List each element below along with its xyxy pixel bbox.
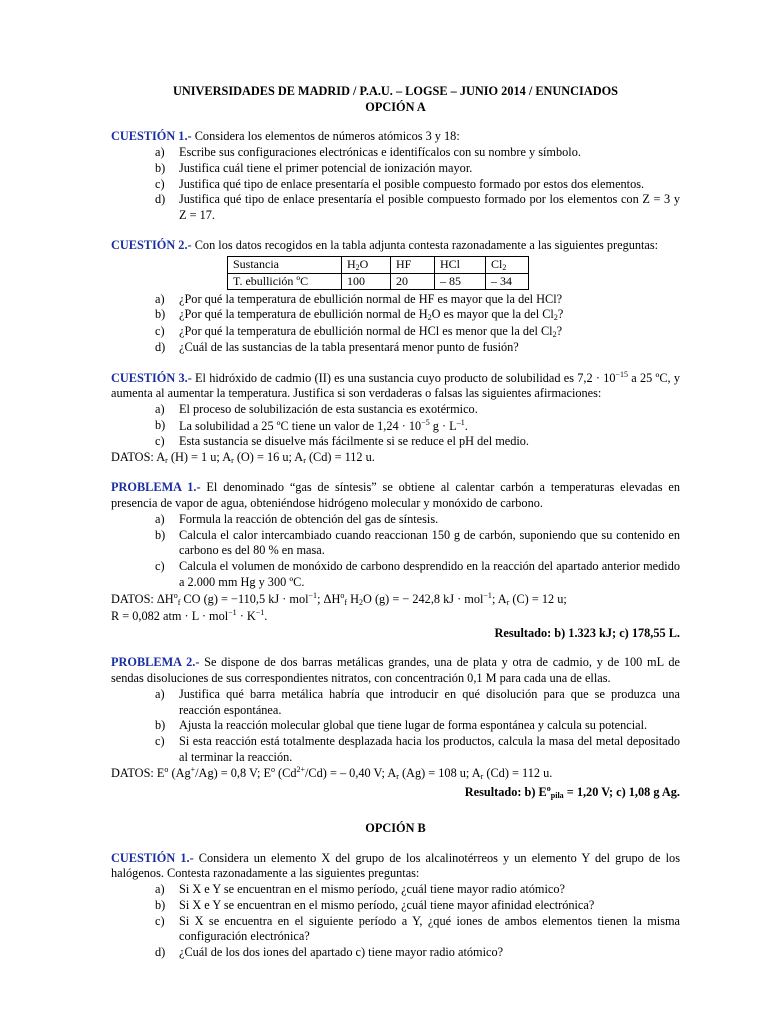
question-a-c2	[111, 238, 680, 356]
table-row	[228, 273, 529, 289]
data-line: DATOS: $E^o$ (Ag+/Ag) = 0,8 V; $E^o$ $(Cd^{2+}/Cd)$ = – 0,40 V; $A_r$ (Ag) = 108 u; $A_r$ (Cd) = 112 u.	[111, 765, 553, 782]
table-cell: – 85	[435, 273, 486, 289]
question-heading: CUESTIÓN 1.-	[111, 129, 192, 144]
item-label: b)	[155, 417, 166, 432]
list-item	[111, 292, 680, 308]
item-label: c)	[155, 559, 165, 574]
question-a-c3	[111, 370, 680, 467]
problem-a-p2	[111, 655, 680, 801]
list-item	[111, 418, 680, 435]
list-item	[111, 177, 680, 193]
item-label: a)	[155, 145, 165, 160]
problem-items	[111, 687, 680, 766]
item-label: a)	[155, 882, 165, 897]
item-text: ¿Cuál de las sustancias de la tabla presentará menor punto de fusión?	[179, 339, 519, 354]
question-heading: CUESTIÓN 1.-	[111, 850, 194, 865]
item-text: Justifica qué tipo de enlace presentaría el posible compuesto formado por estos dos elementos.	[179, 176, 645, 191]
list-item	[111, 945, 680, 961]
table-cell: HCl	[435, 256, 486, 273]
result-line: Resultado: b) $E^o_{pila} = 1,20$ V; c) 1,08 g Ag.	[464, 783, 680, 800]
problem-a-p1	[111, 480, 680, 641]
problem-items	[111, 512, 680, 591]
item-text: Escribe sus configuraciones electrónicas e identifícalos con su nombre y símbolo.	[179, 145, 581, 160]
item-label: b)	[155, 897, 166, 912]
exam-title: UNIVERSIDADES DE MADRID / P.A.U. – LOGSE – JUNIO 2014 / ENUNCIADOS	[172, 84, 619, 98]
item-label: d)	[155, 339, 166, 354]
list-item	[111, 914, 680, 945]
item-label: c)	[155, 913, 165, 928]
item-text: Calcula el volumen de monóxido de carbono desprendido en la reacción del apartado anterior medido a 2.000 mm Hg y 300 ºC.	[179, 559, 680, 589]
item-text: Justifica qué barra metálica habría que introducir en qué disolución para que se produzca una reacción espontánea.	[179, 686, 680, 717]
question-a-c1	[111, 129, 680, 223]
question-intro: El hidróxido de cadmio (II) es una sustancia cuyo producto de solubilidad es $7,2 \cdot 10^{-15}$ a 25 ºC, y aumenta al aumentar la temperatura. Justifica si son verdaderas o falsas las siguientes afirmaciones:	[111, 369, 680, 401]
item-label: a)	[155, 402, 165, 417]
question-intro: Considera un elemento X del grupo de los alcalinotérreos y un elemento Y del grupo de los halógenos. Contesta razonadamente a las siguientes preguntas:	[111, 850, 680, 881]
list-item	[111, 528, 680, 559]
problem-heading: PROBLEMA 1.-	[111, 480, 201, 495]
list-item	[111, 734, 680, 765]
question-b-c1	[111, 851, 680, 961]
option-b-heading: OPCIÓN B	[365, 820, 426, 835]
table-cell: $Cl_2$	[486, 256, 529, 273]
list-item	[111, 145, 680, 161]
item-text: ¿Por qué la temperatura de ebullición normal de $H_2O$ es mayor que la del $Cl_2$?	[179, 307, 564, 323]
list-item	[111, 434, 680, 450]
item-text: Si X e Y se encuentran en el mismo período, ¿cuál tiene mayor radio atómico?	[179, 882, 565, 897]
problem-intro: El denominado “gas de síntesis” se obtiene al calentar carbón a temperaturas elevadas en presencia de vapor de agua, obteniéndose hidrógeno molecular y monóxido de carbono.	[111, 480, 680, 511]
item-label: b)	[155, 160, 166, 175]
item-text: Si X e Y se encuentran en el mismo período, ¿cuál tiene mayor afinidad electrónica?	[179, 897, 595, 912]
list-item	[111, 307, 680, 323]
data-line: DATOS: $A_r$ (H) = 1 u; $A_r$ (O) = 16 u; $A_r$ (Cd) = 112 u.	[111, 450, 375, 466]
result-line: Resultado: b) 1.323 kJ; c) 178,55 L.	[494, 625, 680, 640]
question-items	[111, 882, 680, 961]
item-text: Justifica qué tipo de enlace presentaría el posible compuesto formado por los elementos con Z = 3 y Z = 17.	[179, 192, 680, 223]
item-text: ¿Por qué la temperatura de ebullición normal de HCl es menor que la del $Cl_2$?	[179, 323, 563, 339]
problem-intro: Se dispone de dos barras metálicas grandes, una de plata y otra de cadmio, y de 100 mL de sendas disoluciones de sus correspondientes nitratos, con concentración 0,1 M para cada una de ellas.	[111, 655, 681, 686]
item-label: c)	[155, 323, 165, 338]
item-text: La solubilidad a 25 ºC tiene un valor de $1,24 \cdot 10^{-5}$ $g \cdot L^{-1}$.	[179, 417, 468, 433]
table-cell: – 34	[486, 273, 529, 289]
item-text: ¿Por qué la temperatura de ebullición normal de HF es mayor que la del HCl?	[179, 291, 563, 306]
list-item	[111, 559, 680, 590]
item-text: Ajusta la reacción molecular global que tiene lugar de forma espontánea y calcula su potencial.	[179, 718, 648, 733]
table-cell: T. ebullición ºC	[228, 273, 342, 289]
list-item	[111, 882, 680, 898]
option-a-heading: OPCIÓN A	[365, 99, 426, 114]
item-label: c)	[155, 434, 165, 449]
item-text: El proceso de solubilización de esta sustancia es exotérmico.	[179, 402, 478, 417]
question-items	[111, 145, 680, 224]
item-label: a)	[155, 291, 165, 306]
list-item	[111, 192, 680, 223]
list-item	[111, 340, 680, 356]
list-item	[111, 512, 680, 528]
list-item	[111, 402, 680, 418]
item-text: Si X se encuentra en el siguiente período a Y, ¿qué iones de ambos elementos tienen la misma configuración electrónica?	[179, 913, 680, 944]
item-label: b)	[155, 307, 166, 322]
table-cell: HF	[391, 256, 435, 273]
item-text: ¿Cuál de los dos iones del apartado c) tiene mayor radio atómico?	[179, 945, 504, 960]
table-cell: Sustancia	[228, 256, 342, 273]
item-text: Justifica cuál tiene el primer potencial de ionización mayor.	[179, 160, 473, 175]
data-line: R = 0,082 atm · $L \cdot mol^{-1} \cdot K^{-1}$.	[111, 607, 268, 623]
table-row	[228, 256, 529, 273]
problem-heading: PROBLEMA 2.-	[111, 655, 200, 670]
table-cell: 20	[391, 273, 435, 289]
boiling-point-table	[227, 256, 529, 290]
item-label: b)	[155, 527, 166, 542]
item-label: a)	[155, 511, 165, 526]
item-label: a)	[155, 686, 165, 701]
list-item	[111, 161, 680, 177]
question-intro: Considera los elementos de números atómicos 3 y 18:	[191, 129, 460, 144]
item-text: Calcula el calor intercambiado cuando reaccionan 150 g de carbón, suponiendo que su contenido en carbono es del 80 % en masa.	[179, 527, 680, 558]
table-cell: 100	[342, 273, 391, 289]
item-text: Esta sustancia se disuelve más fácilmente si se reduce el pH del medio.	[179, 434, 530, 449]
question-heading: CUESTIÓN 2.-	[111, 237, 192, 252]
item-text: Si esta reacción está totalmente desplazada hacia los productos, calcula la masa del metal depositado al terminar la reacción.	[179, 733, 680, 764]
item-label: c)	[155, 733, 165, 748]
item-label: c)	[155, 176, 165, 191]
list-item	[111, 898, 680, 914]
list-item	[111, 324, 680, 340]
list-item	[111, 687, 680, 718]
data-line: DATOS: $\Delta H^o_f$ CO (g) = −110,5 kJ · mol$^{-1}$; $\Delta H^o_f$ $H_2O$ (g) = − 242,8 kJ · mol$^{-1}$; $A_r$ (C) = 12 u;	[111, 590, 567, 607]
table-cell: $H_2O$	[342, 256, 391, 273]
question-heading: CUESTIÓN 3.-	[111, 370, 192, 385]
item-label: d)	[155, 945, 166, 960]
item-label: b)	[155, 718, 166, 733]
list-item	[111, 718, 680, 734]
question-items	[111, 402, 680, 450]
item-text: Formula la reacción de obtención del gas de síntesis.	[179, 511, 439, 526]
item-label: d)	[155, 192, 166, 207]
question-intro: Con los datos recogidos en la tabla adjunta contesta razonadamente a las siguientes preguntas:	[191, 237, 659, 252]
question-items	[111, 292, 680, 356]
